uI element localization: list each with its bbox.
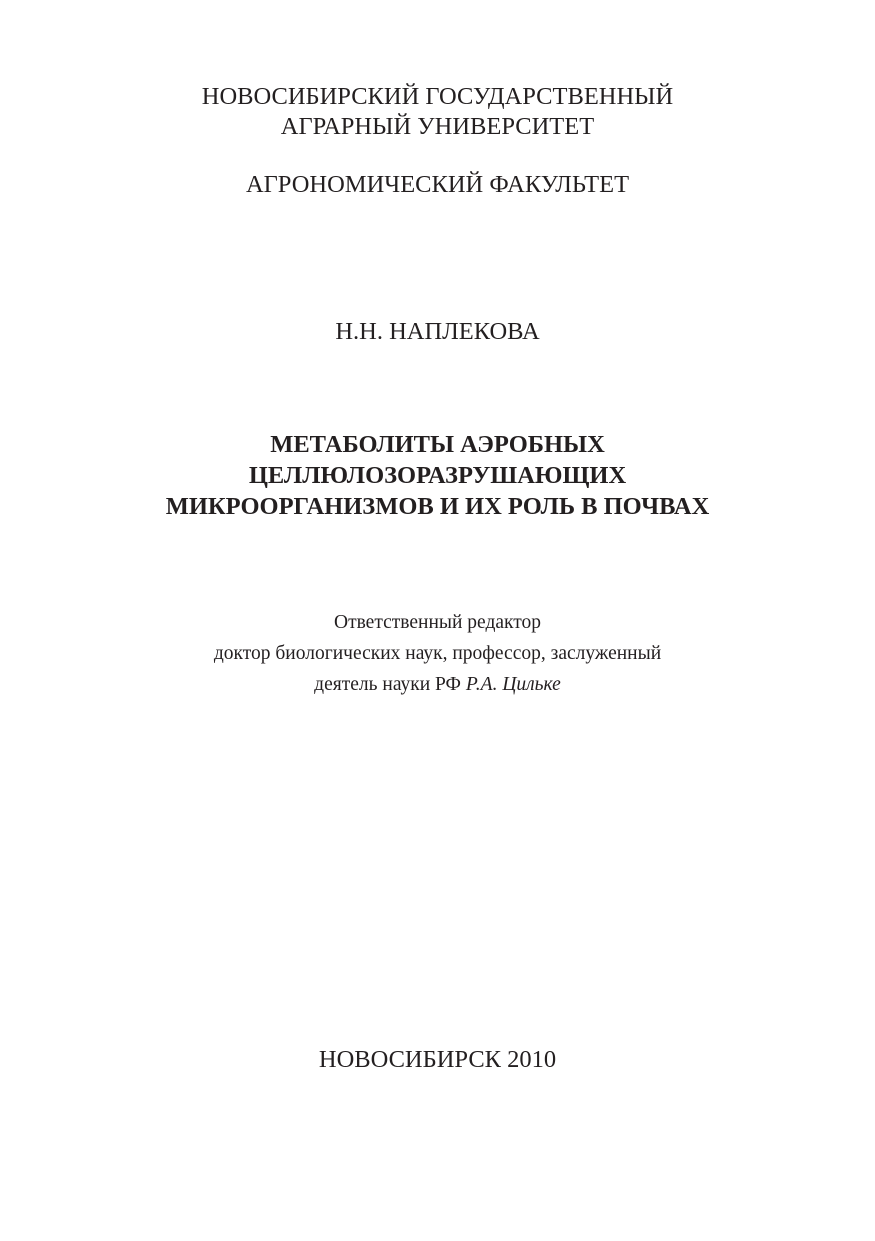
university-name-line1: НОВОСИБИРСКИЙ ГОСУДАРСТВЕННЫЙ [201,83,674,110]
book-title-line2: ЦЕЛЛЮЛОЗОРАЗРУШАЮЩИХ [248,462,627,489]
editor-credentials-cont [0,673,875,697]
university-name-line2: АГРАРНЫЙ УНИВЕРСИТЕТ [280,113,595,140]
faculty-name: АГРОНОМИЧЕСКИЙ ФАКУЛЬТЕТ [245,171,630,198]
imprint-city-year: НОВОСИБИРСК 2010 [318,1046,557,1073]
editor-name: Р.А. Цильке [465,674,561,695]
book-title-line1: МЕТАБОЛИТЫ АЭРОБНЫХ [270,431,605,458]
editor-credentials: доктор биологических наук, профессор, заслуженный [213,643,662,664]
author-name: Н.Н. НАПЛЕКОВА [335,318,540,345]
editor-role: Ответственный редактор [333,612,542,633]
book-title-line3: МИКРООРГАНИЗМОВ И ИХ РОЛЬ В ПОЧВАХ [165,493,710,520]
editor-credentials-text: деятель науки РФ [314,674,461,695]
